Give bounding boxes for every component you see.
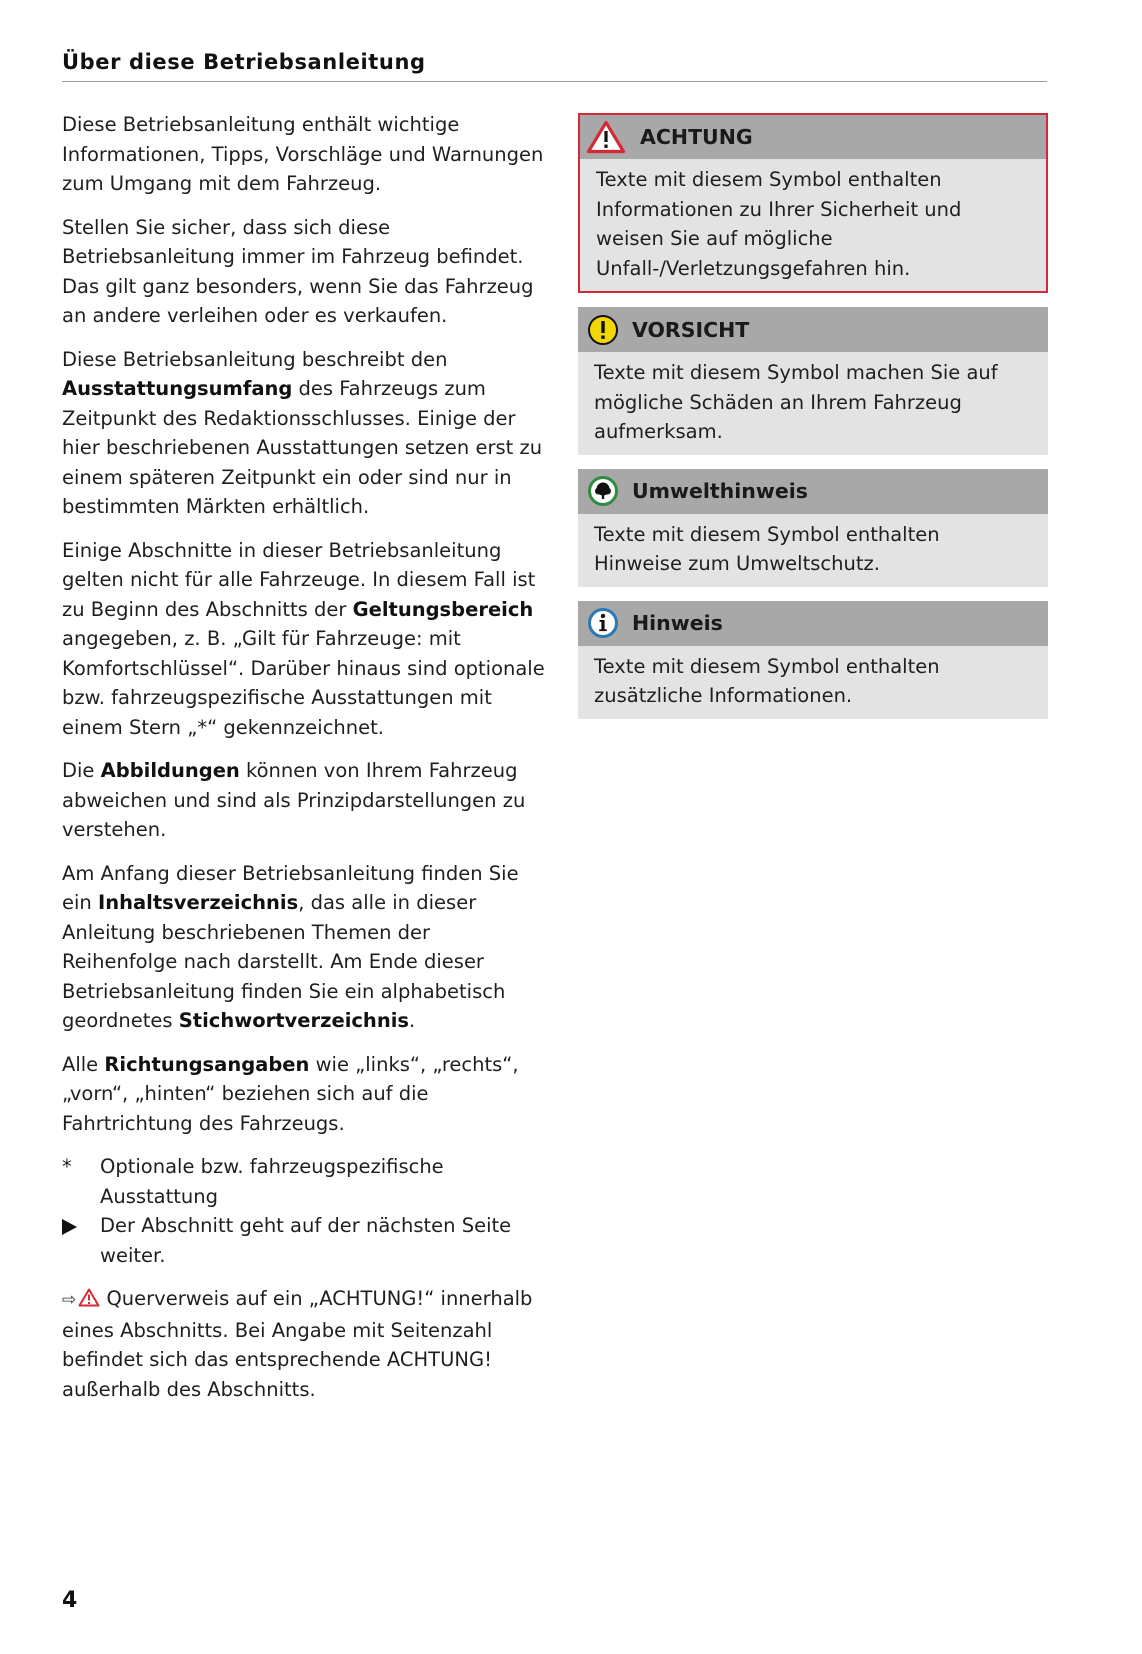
achtung-text: Texte mit diesem Symbol enthalten Informationen zu Ihrer Sicherheit und weisen Sie auf mögliche Unfall-/Verletzungsgefahren hin. — [596, 168, 962, 280]
legend-star-text: Optionale bzw. fahrzeugspezifische Ausstattung — [100, 1155, 444, 1208]
umwelt-title: Umwelthinweis — [632, 479, 808, 503]
vorsicht-header — [578, 307, 1048, 352]
vorsicht-text: Texte mit diesem Symbol machen Sie auf mögliche Schäden an Ihrem Fahrzeug aufmerksam. — [594, 361, 998, 443]
achtung-title: ACHTUNG — [640, 125, 753, 149]
warning-triangle-small-icon — [78, 1288, 100, 1307]
vorsicht-box — [578, 307, 1048, 455]
main-text-column — [62, 110, 547, 1418]
achtung-header — [580, 115, 1046, 159]
term-inhaltsverzeichnis: Inhaltsverzeichnis — [97, 891, 299, 914]
hinweis-title: Hinweis — [632, 611, 723, 635]
term-richtungsangaben: Richtungsangaben — [104, 1052, 310, 1076]
umwelt-header — [578, 469, 1048, 514]
legend-item-continue — [62, 1211, 547, 1270]
vorsicht-title: VORSICHT — [632, 317, 750, 342]
header-divider — [62, 81, 1047, 82]
paragraph-illustrations: Die Abbildungen können von Ihrem Fahrzeug abweichen und sind als Prinzipdarstellungen zu verstehen. — [62, 759, 526, 841]
paragraph-intro: Diese Betriebsanleitung enthält wichtige Informationen, Tipps, Vorschläge und Warnungen zum Umgang mit dem Fahrzeug. — [62, 113, 544, 195]
term-abbildungen: Abbildungen — [100, 759, 240, 782]
umwelt-text: Texte mit diesem Symbol enthalten Hinweise zum Umweltschutz. — [594, 522, 940, 575]
term-ausstattungsumfang: Ausstattungsumfang — [62, 377, 293, 400]
paragraph-keep-in-vehicle: Stellen Sie sicher, dass sich diese Betriebsanleitung immer im Fahrzeug befindet. Das gilt ganz besonders, wenn Sie das Fahrzeug an andere verleihen oder es verkaufen. — [62, 215, 534, 327]
exclamation-circle-icon — [588, 315, 618, 345]
term-geltungsbereich: Geltungsbereich — [352, 597, 534, 621]
achtung-box — [578, 113, 1048, 293]
legend-continue-text: Der Abschnitt geht auf der nächsten Seite weiter. — [100, 1214, 512, 1267]
umwelt-box — [578, 469, 1048, 587]
hinweis-header — [578, 601, 1048, 646]
tree-icon — [588, 476, 618, 506]
hinweis-box — [578, 601, 1048, 719]
paragraph-equipment-scope: Diese Betriebsanleitung beschreibt den Ausstattungsumfang des Fahrzeugs zum Zeitpunkt des Redaktionsschlusses. Einige der hier beschriebenen Ausstattungen setzen erst zu einem späteren Zeitpunkt ein oder sind nur in bestimmten Märkten erhältlich. — [62, 347, 543, 518]
page-title: Über diese Betriebsanleitung — [62, 50, 426, 74]
star-icon: * — [62, 1155, 72, 1178]
paragraph-directions: Alle Richtungsangaben wie „links“, „rechts“, „vorn“, „hinten“ beziehen sich auf die Fahrtrichtung des Fahrzeugs. — [62, 1052, 519, 1135]
continue-arrow-icon — [62, 1219, 77, 1235]
crossref-text: Querverweis auf ein „ACHTUNG!“ innerhalb eines Abschnitts. Bei Angabe mit Seitenzahl befindet sich das entsprechende ACHTUNG! außerhalb des Abschnitts. — [62, 1287, 533, 1401]
legend-item-star — [62, 1152, 547, 1211]
notice-column — [578, 113, 1048, 733]
crossref-arrow-icon: ⇨ — [62, 1290, 77, 1310]
symbol-legend — [62, 1152, 547, 1270]
hinweis-text: Texte mit diesem Symbol enthalten zusätzliche Informationen. — [594, 654, 940, 707]
info-icon — [588, 608, 618, 638]
crossref-note — [62, 1284, 547, 1404]
paragraph-scope-of-validity: Einige Abschnitte in dieser Betriebsanleitung gelten nicht für alle Fahrzeuge. In diesem Fall ist zu Beginn des Abschnitts der Geltungsbereich angegeben, z. B. „Gilt für Fahrzeuge: mit Komfortschlüssel“. Darüber hinaus sind optionale bzw. fahrzeugspezifische Ausstattungen mit einem Stern „*“ gekennzeichnet. — [62, 538, 545, 739]
term-stichwortverzeichnis: Stichwortverzeichnis — [178, 1009, 409, 1032]
page-number: 4 — [62, 1588, 78, 1613]
paragraph-index: Am Anfang dieser Betriebsanleitung finden Sie ein Inhaltsverzeichnis, das alle in dieser Anleitung beschriebenen Themen der Reihenfolge nach darstellt. Am Ende dieser Betriebsanleitung finden Sie ein alphabetisch geordnetes Stichwortverzeichnis. — [62, 861, 519, 1032]
warning-triangle-icon — [586, 120, 626, 154]
